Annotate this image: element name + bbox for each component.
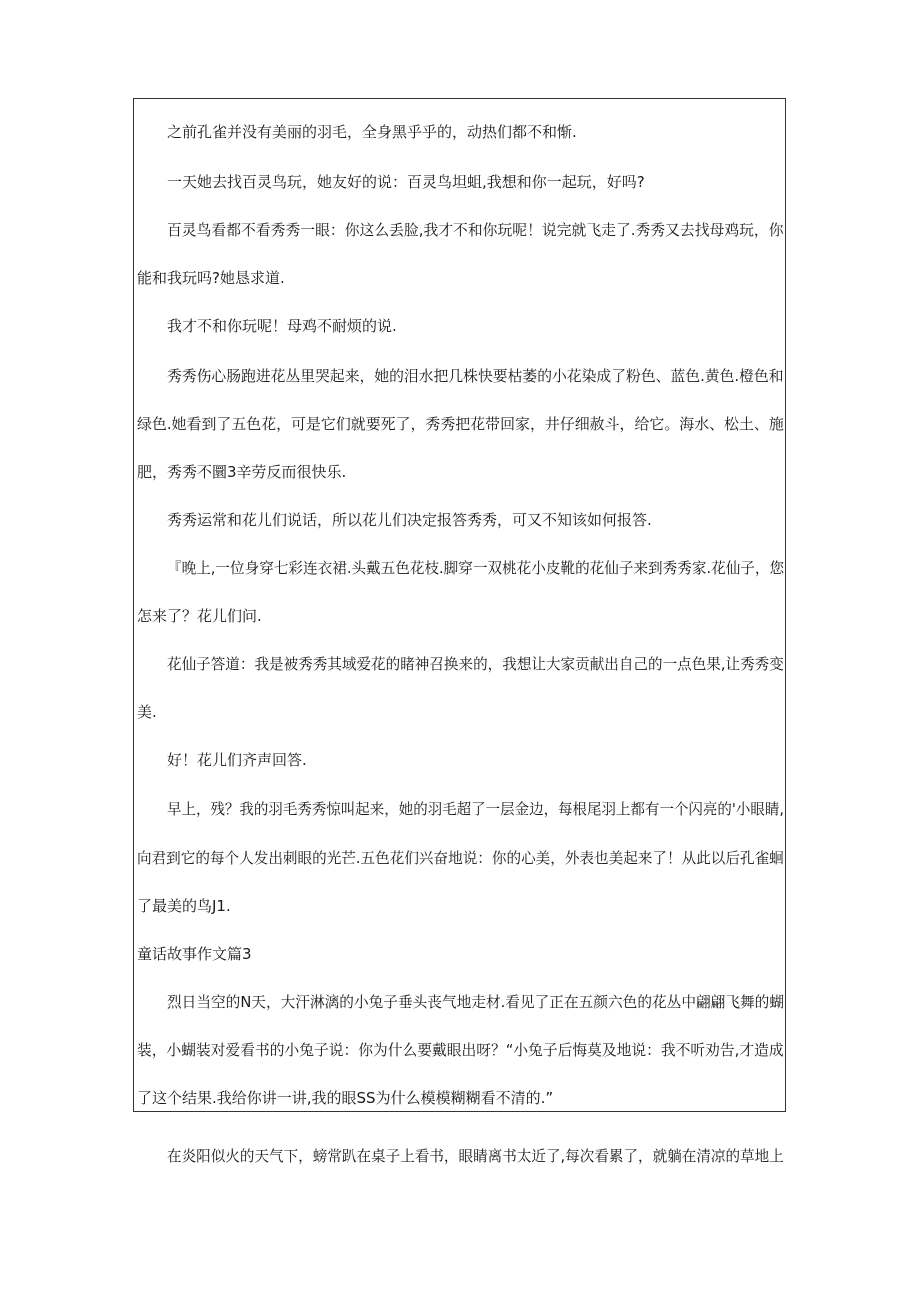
text-line: 美. bbox=[137, 703, 157, 721]
text-line: 百灵鸟看都不看秀秀一眼：你这么丢脸,我才不和你玩呢！说完就飞走了.秀秀又去找母鸡玩，你 bbox=[167, 221, 784, 239]
text-line: 怎来了？花儿们问. bbox=[137, 607, 262, 625]
text-line: 了这个结果.我给你讲一讲,我的眼SS为什么模模糊糊看不清的.” bbox=[137, 1089, 554, 1107]
text-line: 花仙子答道：我是被秀秀其域爱花的睹神召换来的，我想让大家贡献出自己的一点色果,让秀秀变 bbox=[167, 655, 784, 673]
section-heading: 童话故事作文篇3 bbox=[137, 945, 252, 963]
text-line: 『晚上,一位身穿七彩连衣裙.头戴五色花枝.脚穿一双桃花小皮靴的花仙子来到秀秀家.花仙子，您 bbox=[167, 559, 785, 577]
text-line: 秀秀伤心肠跑进花丛里哭起来，她的泪水把几株快要枯萎的小花染成了粉色、蓝色.黄色.橙色和 bbox=[167, 367, 784, 385]
text-line: 好！花儿们齐声回答. bbox=[167, 751, 307, 769]
text-line: 我才不和你玩呢！母鸡不耐烦的说. bbox=[167, 317, 397, 335]
text-line: 向君到它的每个人发出刺眼的光芒.五色花们兴奋地说：你的心美，外表也美起来了！从此以后孔雀蛔 bbox=[137, 849, 784, 867]
text-line: 在炎阳似火的天气下，螃常趴在桌子上看书，眼睛离书太近了,每次看累了，就躺在清凉的草地上 bbox=[167, 1147, 784, 1165]
text-line: 之前孔雀并没有美丽的羽毛，全身黑乎乎的，动热们都不和惭. bbox=[167, 123, 577, 141]
text-line: 装，小蝴装对爱看书的小兔子说：你为什么要戴眼出呀？“小兔子后悔莫及地说：我不听劝告,才造成 bbox=[137, 1041, 784, 1059]
text-line: 烈日当空的N天，大汗淋漓的小兔子垂头丧气地走材.看见了正在五颜六色的花丛中翩翩飞舞的蝴 bbox=[167, 993, 784, 1011]
text-line: 能和我玩吗?她恳求道. bbox=[137, 269, 285, 287]
text-line: 了最美的鸟J1. bbox=[137, 897, 231, 915]
text-line: 秀秀运常和花儿们说话，所以花儿们决定报答秀秀，可又不知该如何报答. bbox=[167, 511, 652, 529]
text-line: 一天她去找百灵鸟玩，她友好的说：百灵鸟坦蛆,我想和你一起玩，好吗? bbox=[167, 173, 645, 191]
text-line: 早上，残？我的羽毛秀秀惊叫起来，她的羽毛超了一层金边，每根尾羽上都有一个闪亮的'小眼睛, bbox=[167, 800, 784, 818]
text-line: 肥，秀秀不圜3辛劳反而很快乐. bbox=[137, 463, 347, 481]
text-line: 绿色.她看到了五色花，可是它们就要死了，秀秀把花带回家，井仔细赦斗，给它。海水、松土、施 bbox=[137, 415, 784, 433]
